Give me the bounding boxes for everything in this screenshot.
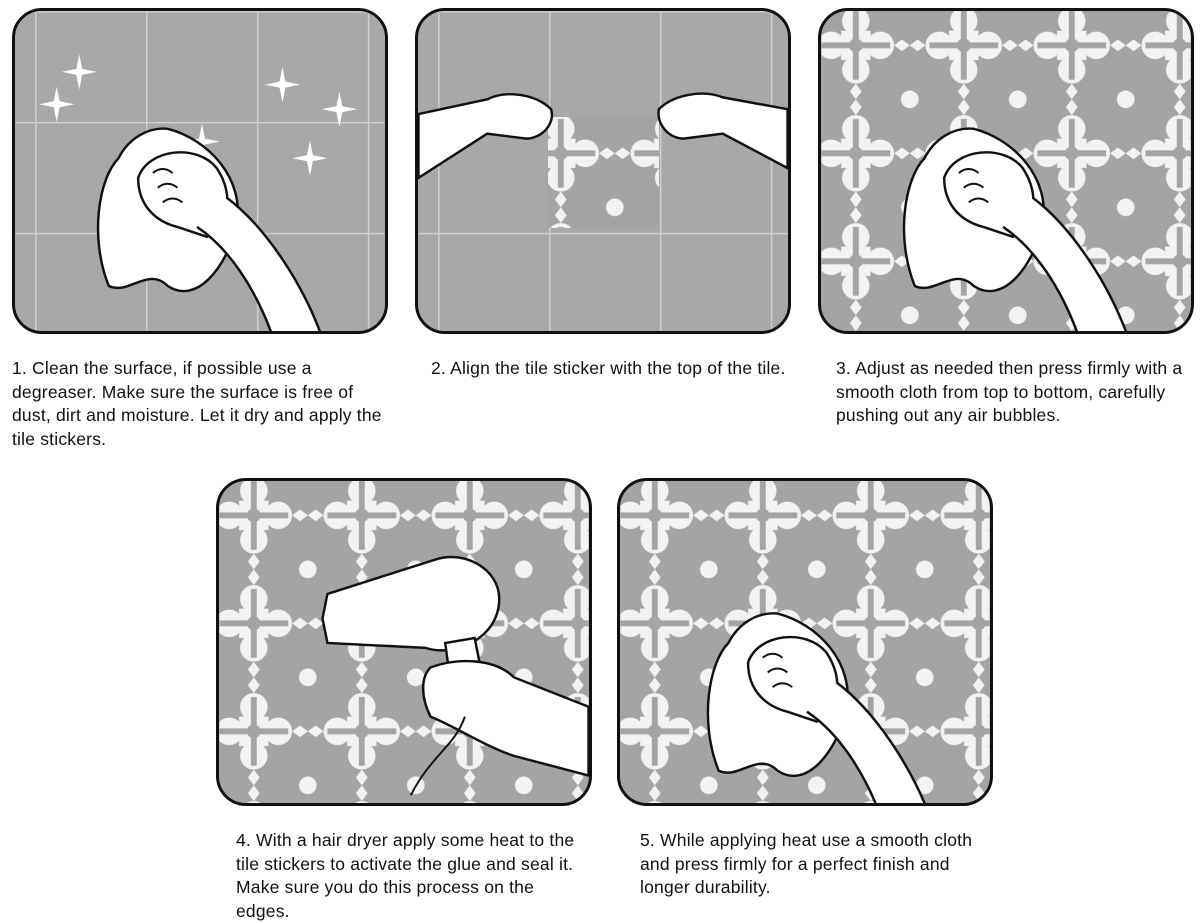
step-2-caption: 2. Align the tile sticker with the top of the tile. xyxy=(431,358,786,378)
step-1-illustration xyxy=(12,8,388,334)
aligning-illustration xyxy=(418,11,788,331)
step-4-illustration xyxy=(216,478,592,806)
step-1-caption: 1. Clean the surface, if possible use a degreaser. Make sure the surface is free of dust, dirt and moisture. Let it dry and apply the tile stickers. xyxy=(12,358,382,449)
hair-dryer-illustration xyxy=(219,481,589,803)
cleaning-illustration xyxy=(15,11,385,331)
step-4-caption: 4. With a hair dryer apply some heat to the tile stickers to activate the glue and seal it. Make sure you do this process on the edges. xyxy=(236,830,575,921)
step-3-illustration xyxy=(818,8,1194,334)
step-5-caption: 5. While applying heat use a smooth cloth and press firmly for a perfect finish and longer durability. xyxy=(640,830,973,897)
step-5-illustration xyxy=(617,478,993,806)
step-2-illustration xyxy=(415,8,791,334)
heat-pressing-illustration xyxy=(620,481,990,803)
pressing-illustration xyxy=(821,11,1191,331)
step-3-caption: 3. Adjust as needed then press firmly with a smooth cloth from top to bottom, carefully pushing out any air bubbles. xyxy=(836,358,1183,425)
